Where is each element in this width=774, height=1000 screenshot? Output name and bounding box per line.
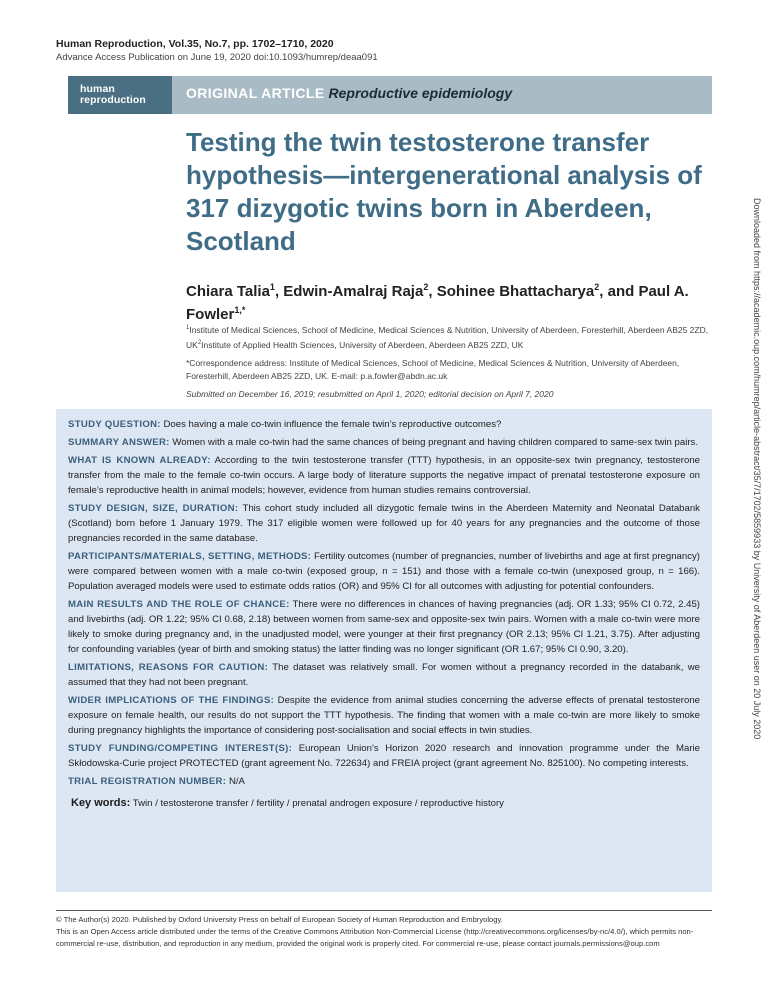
abstract-section-text: N/A xyxy=(228,776,245,787)
author-separator: , xyxy=(274,283,284,300)
abstract-section xyxy=(68,549,700,594)
abstract-section-label: STUDY FUNDING/COMPETING INTEREST(S): xyxy=(68,743,293,754)
submission-dates: Submitted on December 16, 2019; resubmitted on April 1, 2020; editorial decision on April 7, 2020 xyxy=(186,389,554,399)
author-name: Paul A. Fowler xyxy=(186,283,689,323)
abstract-section-text: Despite the evidence from animal studies concerning the adverse effects of prenatal testosterone exposure on female health, our results do not support the TTT hypothesis. The finding that women with a male co-twin are more likely to smoke during pregnancy highlights the importance of considering post-socialisation and social effects in twin studies. xyxy=(68,695,700,736)
author-list xyxy=(186,278,706,324)
abstract-section xyxy=(68,741,700,771)
abstract-section-text: There were no differences in chances of having pregnancies (adj. OR 1.33; 95% CI 0.72, 2.45) and livebirths (adj. OR 1.22; 95% CI 0.68, 2.18) between women from same-sex and opposite-sex twin pairs. Women with a male co-twin were more likely to smoke during pregnancy and, in the unadjusted model, were younger at their first pregnancy (OR 2.13; 95% CI 1.21, 3.75). After adjusting for confounding variables (year of birth and smoking status) the latter finding was no longer significant (OR 1.67; 95% CI 0.90, 3.20). xyxy=(68,599,700,655)
keywords xyxy=(68,797,700,809)
author-name: Chiara Talia xyxy=(186,283,270,300)
logo-line-2: reproduction xyxy=(80,94,146,106)
paper-title: Testing the twin testosterone transfer hypothesis—intergenerational analysis of 317 dizygotic twins born in Aberdeen, Scotland xyxy=(186,127,702,256)
abstract-section-label: WIDER IMPLICATIONS OF THE FINDINGS: xyxy=(68,695,275,706)
abstract-section xyxy=(68,501,700,546)
abstract-section-label: MAIN RESULTS AND THE ROLE OF CHANCE: xyxy=(68,599,290,610)
abstract-section xyxy=(68,453,700,498)
abstract-section-label: STUDY QUESTION: xyxy=(68,419,161,430)
logo-line-1: human xyxy=(80,83,115,95)
article-type-label: ORIGINAL ARTICLE xyxy=(186,85,325,101)
license-text: This is an Open Access article distributed under the terms of the Creative Commons Attribution Non-Commercial License (http://creativecommons.org/licenses/by-nc/4.0/), which permits non-commercial re-use, distribution, and reproduction in any medium, provided the original work is properly cited. For commercial re-use, please contact journals.permissions@oup.com xyxy=(56,927,694,948)
author-affiliation-marker: 2 xyxy=(423,282,429,292)
copyright-footer xyxy=(56,914,716,950)
abstract-section xyxy=(68,660,700,690)
affiliation-2: Institute of Applied Health Sciences, University of Aberdeen, Aberdeen AB25 2ZD, UK xyxy=(201,339,524,350)
abstract-section-text: Women with a male co-twin had the same chances of being pregnant and having children compared to same-sex twin pairs. xyxy=(172,437,698,448)
structured-abstract xyxy=(56,409,712,892)
keywords-label: Key words: xyxy=(71,797,131,809)
correspondence-address: *Correspondence address: Institute of Medical Sciences, School of Medicine, Medical Sciences & Nutrition, University of Aberdeen, Foresterhill, Aberdeen AB25 2ZD, UK. E-mail: p.a.fowler@abdn.ac.uk xyxy=(186,358,680,381)
abstract-section xyxy=(68,693,700,738)
copyright-line: © The Author(s) 2020. Published by Oxford University Press on behalf of European Society of Human Reproduction and Embryology. xyxy=(56,915,503,924)
affiliation-1: Institute of Medical Sciences, School of Medicine, Medical Sciences & Nutrition, University of Aberdeen, Foresterhill, Aberdeen AB25 2ZD, UK xyxy=(186,324,709,350)
journal-logo xyxy=(68,76,172,114)
author-affiliation-marker: 1,* xyxy=(234,305,246,315)
keywords-text: Twin / testosterone transfer / fertility / prenatal androgen exposure / reproductive history xyxy=(132,798,504,809)
author-separator: , xyxy=(428,283,437,300)
journal-citation: Human Reproduction, Vol.35, No.7, pp. 1702–1710, 2020 xyxy=(56,38,334,50)
author-affiliation-marker: 2 xyxy=(594,282,600,292)
affiliation-marker: 2 xyxy=(197,339,202,346)
abstract-section-text: This cohort study included all dizygotic female twins in the Aberdeen Maternity and Neonatal Databank (Scotland) born before 1 January 1979. The 317 eligible women were followed up for 40 years for any pregnancies and the outcome of those pregnancies recorded in the same database. xyxy=(68,503,700,544)
abstract-section-label: LIMITATIONS, REASONS FOR CAUTION: xyxy=(68,662,269,673)
author-separator: , and xyxy=(599,283,639,300)
author-name: Edwin-Amalraj Raja xyxy=(283,283,424,300)
abstract-section xyxy=(68,417,700,432)
abstract-section-text: According to the twin testosterone transfer (TTT) hypothesis, in an opposite-sex twin pregnancy, testosterone transfer from the male to the female co-twin occurs. A large body of literature supports the negative impact of prenatal testosterone exposure on female’s reproductive health in animal models; however, evidence from human studies remains controversial. xyxy=(68,455,701,496)
abstract-section-text: Fertility outcomes (number of pregnancies, number of livebirths and age at first pregnancy) were compared between women with a male co-twin (exposed group, n = 151) and those with a female co-twin (unexposed group, n = 166). Population averaged models were used to estimate odds ratios (OR) and 95% CI for all outcomes with adjusting for potential confounders. xyxy=(68,551,700,592)
abstract-section-label: PARTICIPANTS/MATERIALS, SETTING, METHODS: xyxy=(68,551,312,562)
abstract-section xyxy=(68,774,700,789)
affiliations xyxy=(186,322,716,352)
abstract-section xyxy=(68,435,700,450)
abstract-section-label: WHAT IS KNOWN ALREADY: xyxy=(68,455,211,466)
advance-access-line: Advance Access Publication on June 19, 2020 doi:10.1093/humrep/deaa091 xyxy=(56,52,378,63)
abstract-section-label: TRIAL REGISTRATION NUMBER: xyxy=(68,776,227,787)
abstract-section-text: European Union’s Horizon 2020 research and innovation programme under the Marie Skłodowska-Curie project PROTECTED (grant agreement No. 722634) and FREIA project (grant agreement No. 825100). No competing interests. xyxy=(68,743,701,769)
abstract-section-text: Does having a male co-twin influence the female twin’s reproductive outcomes? xyxy=(163,419,502,430)
article-category: Reproductive epidemiology xyxy=(328,85,513,101)
author-name: Sohinee Bhattacharya xyxy=(436,283,595,300)
abstract-section-text: The dataset was relatively small. For women without a pregnancy recorded in the databank, we assumed that they had not been pregnant. xyxy=(68,662,701,688)
article-type xyxy=(186,85,512,101)
affiliation-marker: 1 xyxy=(186,325,190,331)
download-watermark xyxy=(745,198,765,780)
download-watermark-text: Downloaded from https://academic.oup.com/humrep/article-abstract/35/7/1702/5859933 by University of Aberdeen user on 20 July 2020 xyxy=(752,198,762,740)
abstract-section-label: STUDY DESIGN, SIZE, DURATION: xyxy=(68,503,239,514)
abstract-section-label: SUMMARY ANSWER: xyxy=(68,437,170,448)
footer-divider xyxy=(56,910,712,911)
abstract-section xyxy=(68,597,700,657)
author-affiliation-marker: 1 xyxy=(269,282,275,292)
